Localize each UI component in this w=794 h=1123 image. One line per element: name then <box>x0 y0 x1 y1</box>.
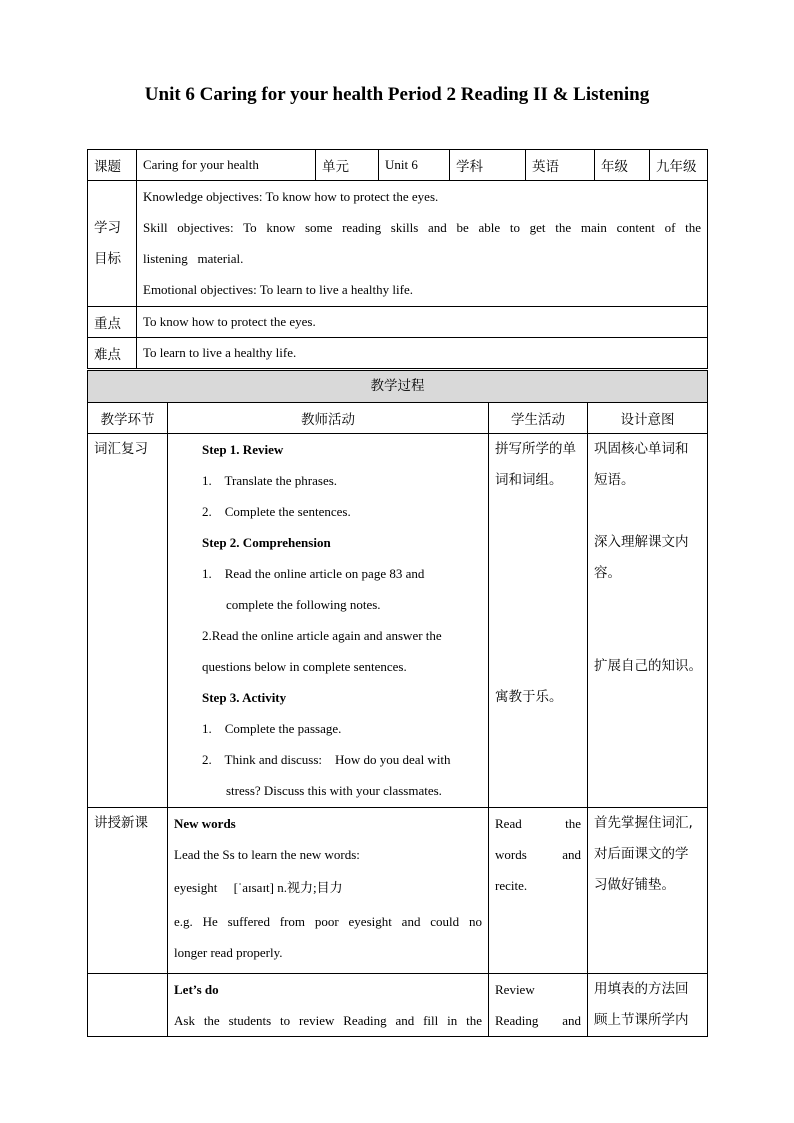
row3-teacher <box>168 974 489 1037</box>
process-header: 教学过程 <box>88 371 708 403</box>
row1-student-line3: 寓教于乐。 <box>495 689 563 705</box>
step3-item1: 1. Complete the passage. <box>202 721 342 736</box>
row2-purpose-line1: 首先掌握住词汇, <box>594 815 693 831</box>
row3-student-line2: Reading and <box>495 1013 581 1028</box>
step3-item2-cont: stress? Discuss this with your classmates. <box>226 783 442 798</box>
row2-student-line2: words and <box>495 847 581 862</box>
row3-purpose-line1: 用填表的方法回 <box>594 981 689 997</box>
process-table <box>87 370 708 1037</box>
step3-title: Step 3. Activity <box>202 690 287 705</box>
step2-item2-cont: questions below in complete sentences. <box>202 659 407 674</box>
subject-value: 英语 <box>526 150 595 181</box>
step3-item2: 2. Think and discuss: How do you deal with <box>202 752 451 767</box>
col-purpose: 设计意图 <box>588 403 708 434</box>
objective-knowledge: Knowledge objectives: To know how to protect the eyes. <box>143 189 439 204</box>
step1-title: Step 1. Review <box>202 442 284 457</box>
objectives-label-line1: 学习 <box>94 219 121 236</box>
key-point-text: To know how to protect the eyes. <box>137 307 708 338</box>
step2-item1: 1. Read the online article on page 83 and <box>202 566 425 581</box>
row3-purpose <box>588 974 708 1037</box>
step1-item1: 1. Translate the phrases. <box>202 473 338 488</box>
row3-student-line1: Review <box>495 982 535 997</box>
topic-value: Caring for your health <box>137 150 316 181</box>
step2-title: Step 2. Comprehension <box>202 535 331 550</box>
row1-teacher <box>168 434 489 808</box>
row2-teacher <box>168 808 489 974</box>
row1-purpose <box>588 434 708 808</box>
objective-skill-cont: listening material. <box>143 251 244 266</box>
unit-value: Unit 6 <box>379 150 450 181</box>
difficulty-text: To learn to live a healthy life. <box>137 338 708 369</box>
row3-student <box>489 974 588 1037</box>
row2-purpose-line3: 习做好铺垫。 <box>594 877 675 893</box>
row1-purpose-line4: 容。 <box>594 565 621 581</box>
step1-item2: 2. Complete the sentences. <box>202 504 351 519</box>
row1-purpose-line3: 深入理解课文内 <box>594 534 689 550</box>
row2-student-line1: Read the <box>495 816 581 831</box>
objectives-label-line2: 目标 <box>94 250 121 267</box>
row1-purpose-line1: 巩固核心单词和 <box>594 441 689 457</box>
row1-student-line2: 词和词组。 <box>495 472 563 488</box>
row1-stage: 词汇复习 <box>88 434 168 808</box>
topic-label: 课题 <box>88 150 137 181</box>
row1-purpose-line2: 短语。 <box>594 472 635 488</box>
new-words-instruction: Lead the Ss to learn the new words: <box>174 847 360 862</box>
new-words-title: New words <box>174 816 236 831</box>
subject-label: 学科 <box>450 150 526 181</box>
key-point-label: 重点 <box>88 307 137 338</box>
lesson-info-table <box>87 149 708 369</box>
lets-do-instruction: Ask the students to review Reading and fill in the <box>174 1013 482 1028</box>
objectives-content <box>137 181 708 307</box>
grade-label: 年级 <box>595 150 650 181</box>
objectives-label <box>88 181 137 307</box>
objective-emotional: Emotional objectives: To learn to live a healthy life. <box>143 282 413 297</box>
row1-student <box>489 434 588 808</box>
new-word-eyesight: eyesight [ˈaɪsaɪt] n.视力;目力 <box>174 880 343 895</box>
unit-label: 单元 <box>316 150 379 181</box>
example-sentence-cont: longer read properly. <box>174 945 283 960</box>
difficulty-label: 难点 <box>88 338 137 369</box>
row2-purpose <box>588 808 708 974</box>
col-stage: 教学环节 <box>88 403 168 434</box>
row2-student-line3: recite. <box>495 878 528 893</box>
row2-purpose-line2: 对后面课文的学 <box>594 846 689 862</box>
row1-student-line1: 拼写所学的单 <box>495 441 576 457</box>
col-teacher: 教师活动 <box>168 403 489 434</box>
example-sentence: e.g. He suffered from poor eyesight and could no <box>174 914 482 929</box>
objective-skill: Skill objectives: To know some reading skills and be able to get the main content of the <box>143 220 701 235</box>
row2-student <box>489 808 588 974</box>
document-title: Unit 6 Caring for your health Period 2 Reading II & Listening <box>144 84 650 105</box>
row3-purpose-line2: 顾上节课所学内 <box>594 1012 689 1028</box>
row3-stage <box>88 974 168 1037</box>
grade-value: 九年级 <box>650 150 708 181</box>
step2-item2: 2.Read the online article again and answer the <box>202 628 442 643</box>
row1-purpose-line5: 扩展自己的知识。 <box>594 658 702 674</box>
lets-do-title: Let’s do <box>174 982 219 997</box>
step2-item1-cont: complete the following notes. <box>226 597 381 612</box>
col-student: 学生活动 <box>489 403 588 434</box>
row2-stage: 讲授新课 <box>88 808 168 974</box>
